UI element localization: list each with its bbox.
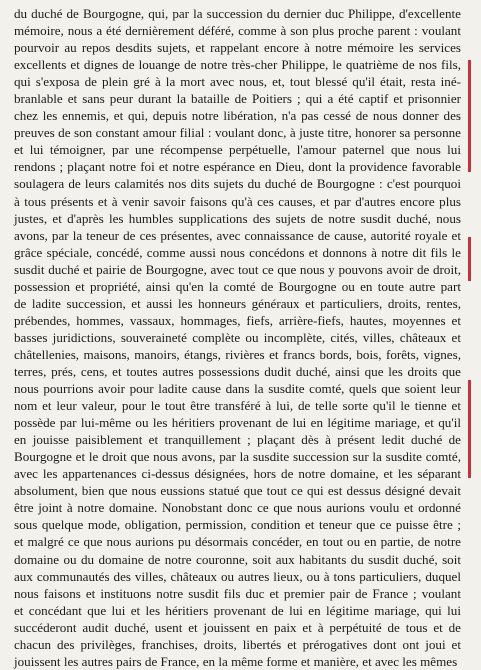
text-line: mémoire, nous a été dernièrement déféré, comme à son plus proche parent : voulant xyxy=(14,23,461,39)
text-line: du duché de Bourgogne, qui, par la succession du dernier duc Philippe, d'excellente xyxy=(14,6,461,21)
text-line: susdit duché et pairie de Bourgogne, avec tout ce que nous y pouvons avoir de droit, xyxy=(14,261,461,277)
text-line: prébendes, hommes, vassaux, hommages, fiefs, arrière-fiefs, hautes, moyennes et xyxy=(14,312,461,328)
text-line: possède par lui-même ou les héritiers provenant de lui en légitime mariage, et qu'il xyxy=(14,415,461,431)
text-line: sous quelque mode, obligation, permission, condition et teneur que ce puisse être ; xyxy=(14,517,461,533)
text-line: qui s'exposa de plein gré à la mort avec nous, et, tout blessé qu'il était, resta iné- xyxy=(14,74,461,90)
text-line: rendons ; plaçant notre foi et notre espérance en Dieu, dont la providence favorable xyxy=(14,159,461,175)
margin-mark xyxy=(468,60,471,172)
text-line: absolument, bien que nous eussions statué que tout ce qui est dessus désigné devait xyxy=(14,483,461,499)
text-line: justes, et d'après les humbles supplications des sujets de notre susdit duché, nous xyxy=(14,210,461,226)
text-line: basses juridictions, souveraineté complète ou incomplète, cités, villes, châteaux et xyxy=(14,329,461,345)
text-line: chez les ennemis, et qui, depuis notre libération, n'a pas cessé de nous donner des xyxy=(14,108,461,124)
text-line: en jouisse paisiblement et tranquillement ; plaçant dès à présent ledit duché de xyxy=(14,432,461,448)
text-line: domaine ou du domaine de notre couronne, soit aux habitants du susdit duché, soit xyxy=(14,551,461,567)
text-line: et lui témoigner, par une récompense perpétuelle, l'amour paternel que nous lui xyxy=(14,142,461,158)
text-line: preuves de son constant amour filial : voulant donc, à juste titre, honorer sa personne xyxy=(14,125,461,141)
text-line: Bourgogne et le droit que nous avons, par la susdite succession sur la susdite comté, xyxy=(14,449,461,465)
text-line: aux communautés des villes, châteaux ou autres lieux, ou à tons particuliers, duquel xyxy=(14,568,461,584)
text-line: chacun des privilèges, franchises, droits, libertés et prérogatives dont ont joui et xyxy=(14,636,461,652)
text-line: et concédant que lui et les héritiers provenant de lui en légitime mariage, qui lui xyxy=(14,602,461,618)
text-line: succéderont audit duché, usent et jouissent en paix et à perpétuité de tous et de xyxy=(14,619,461,635)
text-line: pourvoir au repos desdits sujets, et rappelant encore à notre mémoire les services xyxy=(14,40,461,56)
text-line: possession et propriété, ainsi qu'en la comté de Bourgogne ou en toute autre part xyxy=(14,278,461,294)
text-line: de ladite succession, et aussi les honneurs généraux et particuliers, droits, rentes, xyxy=(14,295,461,311)
text-line: à tous présents et à venir savoir faisons qu'à ces causes, et par d'autres encore plus xyxy=(14,193,461,209)
text-line: soulagera de leurs calamités nos dits sujets du duché de Bourgogne : c'est pourquoi xyxy=(14,176,461,192)
text-line: nom et leur valeur, pour le tout être transféré à lui, de telle sorte qu'il le tienne et xyxy=(14,398,461,414)
text-line: terres, prés, cens, et toutes autres possessions dudit duché, ainsi que les droits que xyxy=(14,363,461,379)
text-line: nous pourrions avoir pour ladite cause dans la susdite comté, quels que soient leur xyxy=(14,381,461,397)
text-line: nous faisons et instituons notre susdit fils duc et premier pair de France ; voulant xyxy=(14,585,461,601)
text-line: branlable et sans peur durant la bataille de Poitiers ; qui a été captif et prisonnier xyxy=(14,91,461,107)
margin-mark xyxy=(468,237,471,281)
text-line: excellents et dignes de louange de notre très-cher Philippe, le quatrième de nos fils, xyxy=(14,57,461,73)
text-line: grâce spéciale, concédé, comme aussi nous concédons et donnons à notre dit fils le xyxy=(14,244,461,260)
document-body xyxy=(14,5,461,670)
text-line: et malgré ce que nous aurions pu désormais concéder, en tout ou en partie, de notre xyxy=(14,534,461,550)
text-line: avec les appartenances ci-dessus désignées, hors de notre domaine, et les séparant xyxy=(14,466,461,482)
text-line: être joint à notre domaine. Nonobstant donc ce que nous aurions voulu et ordonné xyxy=(14,500,461,516)
text-line: jouissent les autres pairs de France, en la même forme et manière, et avec les mêmes xyxy=(14,653,458,669)
text-line: avons, par la teneur de ces présentes, avec connaissance de cause, autorité royale et xyxy=(14,227,461,243)
margin-mark xyxy=(468,380,471,478)
text-line: châtellenies, maisons, manoirs, étangs, rivières et francs bords, bois, forêts, vignes, xyxy=(14,346,461,362)
